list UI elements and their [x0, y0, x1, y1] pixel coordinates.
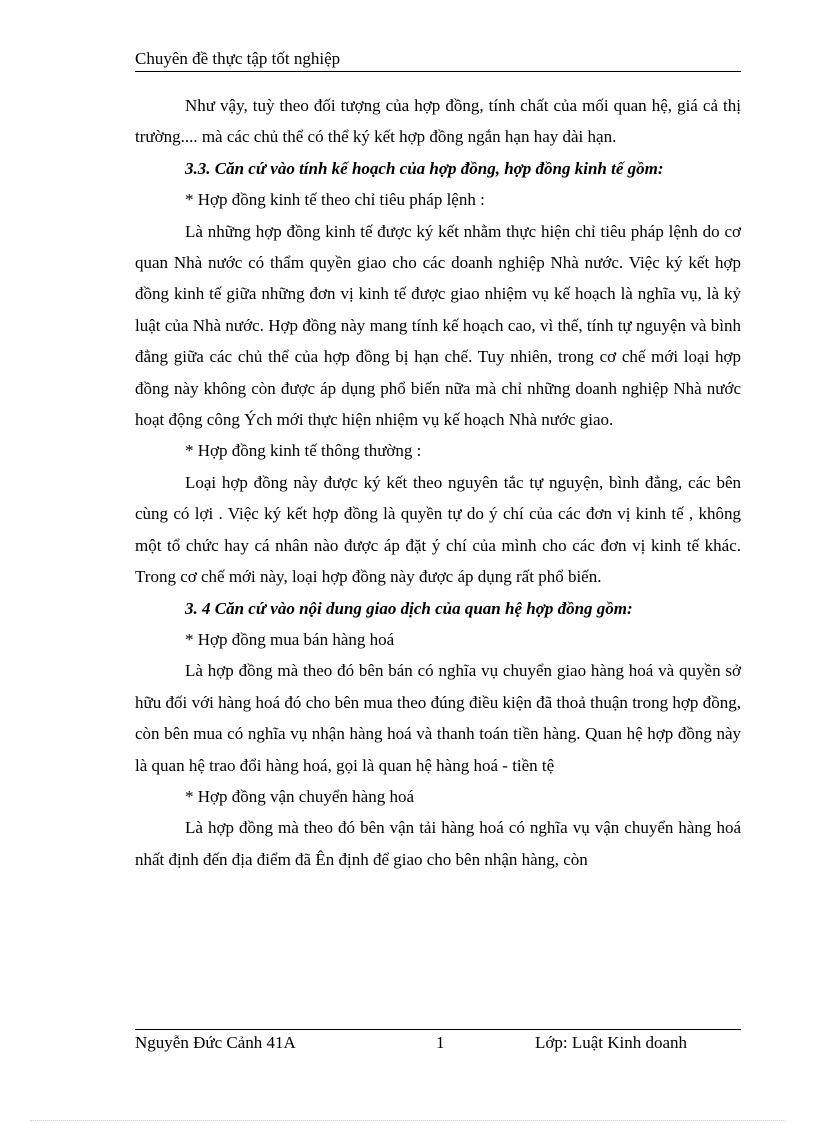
paragraph-mandatory-contract: Là những hợp đồng kinh tế được ký kết nhằm thực hiện chỉ tiêu pháp lệnh do cơ quan Nhà nước có thẩm quyền giao cho các doanh nghiệp Nhà nước. Việc ký kết hợp đồng kinh tế giữa những đơn vị kinh tế được giao nhiệm vụ kế hoạch là nghĩa vụ, là kỷ luật của Nhà nước. Hợp đồng này mang tính kế hoạch cao, vì thế, tính tự nguyện và bình đẳng giữa các chủ thể của hợp đồng bị hạn chế. Tuy nhiên, trong cơ chế mới loại hợp đồng này không còn được áp dụng phổ biến nữa mà chỉ những doanh nghiệp Nhà nước hoạt động công Ých mới thực hiện nhiệm vụ kế hoạch Nhà nước giao. — [135, 221, 741, 430]
paragraph-sale-contract: Là hợp đồng mà theo đó bên bán có nghĩa vụ chuyển giao hàng hoá và quyền sở hữu đối với hàng hoá đó cho bên mua theo đúng điều kiện đã thoả thuận trong hợp đồng, còn bên mua có nghĩa vụ nhận hàng hoá và thanh toán tiền hàng. Quan hệ hợp đồng này là quan hệ trao đổi hàng hoá, gọi là quan hệ hàng hoá - tiền tệ — [135, 661, 741, 775]
footer-author: Nguyễn Đức Cảnh 41A — [135, 1033, 296, 1052]
page-bottom-edge — [30, 1120, 786, 1121]
bullet-transport-contract: * Hợp đồng vận chuyển hàng hoá — [185, 786, 414, 806]
footer-divider — [135, 1029, 741, 1030]
bullet-mandatory-contract: * Hợp đồng kinh tế theo chỉ tiêu pháp lệnh : — [185, 190, 485, 210]
document-body — [135, 90, 741, 875]
section-heading-3-4: 3. 4 Căn cứ vào nội dung giao dịch của quan hệ hợp đồng gồm: — [185, 598, 633, 618]
paragraph-ordinary-contract: Loại hợp đồng này được ký kết theo nguyên tắc tự nguyện, bình đẳng, các bên cùng có lợi . Việc ký kết hợp đồng là quyền tự do ý chí của các đơn vị kinh tế , không một tổ chức hay cá nhân nào được áp đặt ý chí của mình cho các đơn vị kinh tế khác. Trong cơ chế mới này, loại hợp đồng này được áp dụng rất phổ biến. — [135, 472, 741, 587]
header-title: Chuyên đề thực tập tốt nghiệp — [135, 49, 341, 68]
bullet-ordinary-contract: * Hợp đồng kinh tế thông thường : — [185, 441, 422, 461]
page-header — [135, 48, 741, 72]
bullet-sale-contract: * Hợp đồng mua bán hàng hoá — [185, 629, 395, 649]
section-heading-3-3: 3.3. Căn cứ vào tính kế hoạch của hợp đồng, hợp đồng kinh tế gồm: — [185, 158, 664, 178]
page-number: 1 — [436, 1033, 445, 1052]
footer-class: Lớp: Luật Kinh doanh — [535, 1033, 688, 1052]
paragraph-transport-contract: Là hợp đồng mà theo đó bên vận tải hàng hoá có nghĩa vụ vận chuyển hàng hoá nhất định đến địa điểm đã Ên định để giao cho bên nhận hàng, còn — [135, 818, 741, 869]
paragraph-term-intro: Như vậy, tuỳ theo đối tượng của hợp đồng, tính chất của mối quan hệ, giá cả thị trường.... mà các chủ thể có thể ký kết hợp đồng ngắn hạn hay dài hạn. — [135, 96, 741, 147]
